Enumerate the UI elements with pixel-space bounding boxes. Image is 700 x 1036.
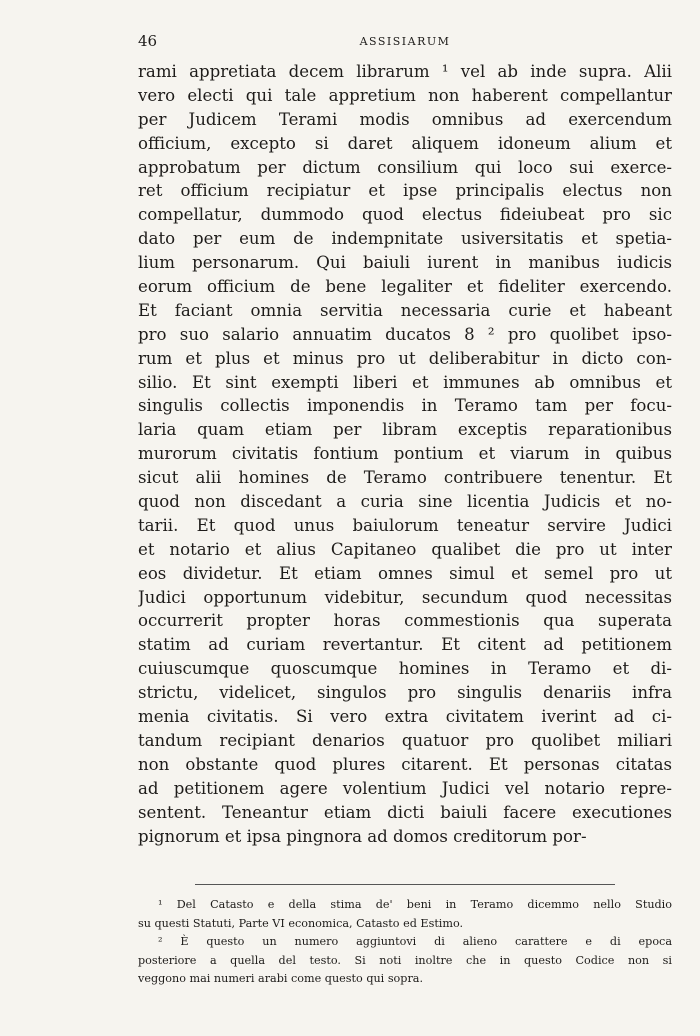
- footnotes: [138, 896, 672, 989]
- text-line: laria quam etiam per libram exceptis reparationibus: [138, 420, 672, 440]
- footnote-line: ¹ Del Catasto e della stima de' beni in Teramo dicemmo nello Studio: [158, 898, 672, 911]
- text-line: silio. Et sint exempti liberi et immunes ab omnibus et: [138, 372, 672, 392]
- text-line: per Judicem Terami modis omnibus ad exercendum: [138, 109, 672, 129]
- text-line: tandum recipiant denarios quatuor pro quolibet miliari: [138, 730, 672, 750]
- text-line: ret officium recipiatur et ipse principalis electus non: [138, 181, 672, 201]
- text-line: rum et plus et minus pro ut deliberabitur in dicto con-: [138, 348, 672, 368]
- footnote-line: posteriore a quella del testo. Si noti inoltre che in questo Codice non si: [138, 953, 672, 967]
- text-line: pignorum et ipsa pingnora ad domos creditorum por-: [138, 826, 587, 846]
- footnote-line: ² È questo un numero aggiuntovi di alieno carattere e di epoca: [158, 935, 672, 948]
- text-line: ad petitionem agere volentium Judici vel notario repre-: [138, 778, 672, 798]
- text-line: statim ad curiam revertantur. Et citent ad petitionem: [138, 635, 672, 655]
- text-line: singulis collectis imponendis in Teramo tam per focu-: [138, 396, 672, 416]
- body-text: [138, 60, 672, 848]
- text-line: tarii. Et quod unus baiulorum teneatur servire Judici: [138, 515, 672, 535]
- text-line: cuiuscumque quoscumque homines in Teramo et di-: [138, 659, 672, 679]
- text-line: occurrerit propter horas commestionis qua superata: [138, 611, 672, 631]
- footnote-line: veggono mai numeri arabi come questo qui sopra.: [138, 972, 424, 985]
- text-line: rami appretiata decem librarum ¹ vel ab inde supra. Alii: [138, 62, 672, 81]
- text-line: lium personarum. Qui baiuli iurent in manibus iudicis: [138, 253, 672, 273]
- text-line: dato per eum de indempnitate usiversitatis et spetia-: [138, 229, 672, 249]
- text-line: pro suo salario annuatim ducatos 8 ² pro quolibet ipso-: [138, 324, 672, 344]
- text-line: murorum civitatis fontium pontium et viarum in quibus: [138, 444, 672, 464]
- text-line: Et faciant omnia servitia necessaria curie et habeant: [138, 300, 672, 320]
- text-line: strictu, videlicet, singulos pro singulis denariis infra: [138, 683, 672, 703]
- text-line: Judici opportunum videbitur, secundum quod necessitas: [138, 587, 672, 607]
- running-title: ASSISIARUM: [359, 35, 451, 48]
- text-line: sentent. Teneantur etiam dicti baiuli facere executiones: [138, 802, 672, 822]
- footnote-line: su questi Statuti, Parte VI economica, Catasto ed Estimo.: [138, 916, 464, 930]
- text-line: approbatum per dictum consilium qui loco sui exerce-: [138, 157, 672, 177]
- text-line: et notario et alius Capitaneo qualibet die pro ut inter: [138, 539, 672, 559]
- text-line: officium, excepto si daret aliquem idoneum alium et: [138, 133, 672, 153]
- page-number: 46: [138, 32, 158, 50]
- footnote-divider: [195, 884, 615, 885]
- text-line: non obstante quod plures citarent. Et personas citatas: [138, 754, 672, 774]
- text-line: compellatur, dummodo quod electus fideiubeat pro sic: [138, 205, 672, 225]
- text-line: eos dividetur. Et etiam omnes simul et semel pro ut: [138, 563, 672, 583]
- page-header: [138, 32, 672, 52]
- text-line: vero electi qui tale appretium non haberent compellantur: [138, 85, 672, 105]
- text-line: quod non discedant a curia sine licentia Judicis et no-: [138, 492, 672, 512]
- text-line: menia civitatis. Si vero extra civitatem iverint ad ci-: [138, 707, 672, 727]
- text-line: eorum officium de bene legaliter et fideliter exercendo.: [138, 277, 672, 297]
- text-line: sicut alii homines de Teramo contribuere tenentur. Et: [138, 468, 672, 488]
